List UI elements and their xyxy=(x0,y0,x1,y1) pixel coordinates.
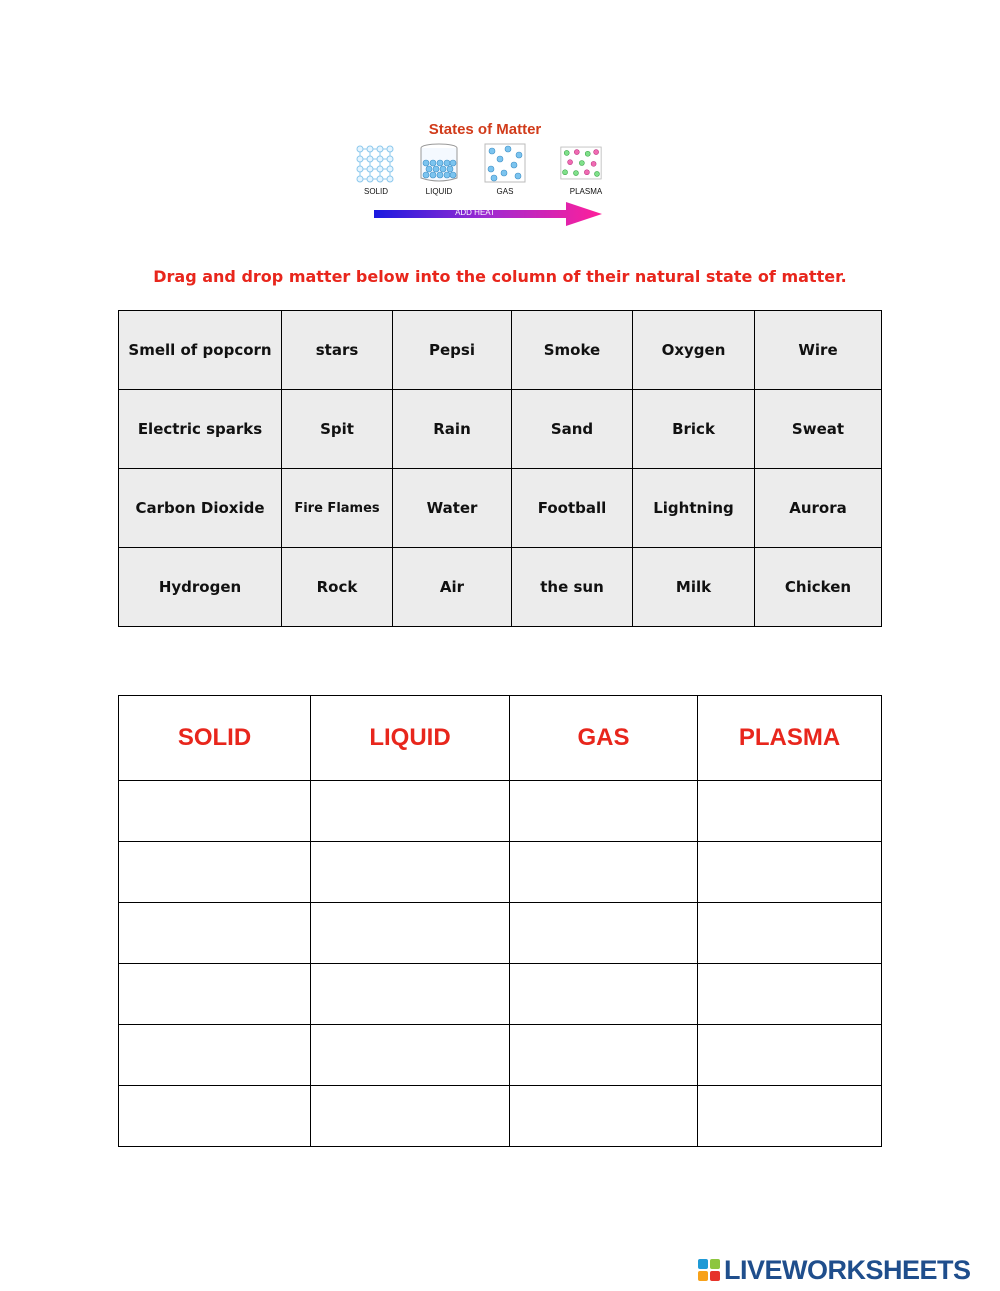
drop-zone-liquid[interactable] xyxy=(311,781,510,842)
draggable-word[interactable]: Sand xyxy=(512,390,633,469)
figure-title: States of Matter xyxy=(428,121,542,138)
add-heat-label: ADD HEAT xyxy=(455,208,495,217)
header-plasma: PLASMA xyxy=(698,696,882,781)
drop-zone-liquid[interactable] xyxy=(311,842,510,903)
draggable-word[interactable]: Aurora xyxy=(755,469,882,548)
drop-row xyxy=(119,781,882,842)
header-liquid: LIQUID xyxy=(311,696,510,781)
draggable-word[interactable]: Brick xyxy=(633,390,755,469)
gas-label: GAS xyxy=(496,187,514,196)
word-bank-row xyxy=(119,469,882,548)
states-of-matter-figure xyxy=(350,117,620,232)
draggable-word[interactable]: Water xyxy=(393,469,512,548)
plasma-label: PLASMA xyxy=(569,187,603,196)
drop-row xyxy=(119,1025,882,1086)
drop-zone-liquid[interactable] xyxy=(311,1025,510,1086)
draggable-word[interactable]: Chicken xyxy=(755,548,882,627)
instructions: Drag and drop matter below into the column of their natural state of matter. xyxy=(153,267,847,286)
drop-zone-plasma[interactable] xyxy=(698,964,882,1025)
liquid-beaker-icon xyxy=(418,143,460,183)
drop-zone-gas[interactable] xyxy=(510,781,698,842)
drop-zone-gas[interactable] xyxy=(510,903,698,964)
drop-zone-plasma[interactable] xyxy=(698,1086,882,1147)
solid-label: SOLID xyxy=(363,187,388,196)
drop-zone-plasma[interactable] xyxy=(698,1025,882,1086)
drop-zone-solid[interactable] xyxy=(119,964,311,1025)
drop-zone-solid[interactable] xyxy=(119,842,311,903)
drop-zone-liquid[interactable] xyxy=(311,964,510,1025)
draggable-word[interactable]: Rain xyxy=(393,390,512,469)
draggable-word[interactable]: Rock xyxy=(282,548,393,627)
drop-row xyxy=(119,903,882,964)
word-bank-row xyxy=(119,548,882,627)
drop-zone-gas[interactable] xyxy=(510,1086,698,1147)
draggable-word[interactable]: Smell of popcorn xyxy=(119,311,282,390)
draggable-word[interactable]: Hydrogen xyxy=(119,548,282,627)
drop-zone-solid[interactable] xyxy=(119,781,311,842)
logo-text: LIVEWORKSHEETS xyxy=(724,1254,971,1285)
word-bank-table xyxy=(118,310,882,627)
drop-row xyxy=(119,1086,882,1147)
drop-zone-gas[interactable] xyxy=(510,964,698,1025)
drop-zone-solid[interactable] xyxy=(119,903,311,964)
draggable-word[interactable]: Football xyxy=(512,469,633,548)
drop-row xyxy=(119,964,882,1025)
draggable-word[interactable]: Air xyxy=(393,548,512,627)
draggable-word[interactable]: Smoke xyxy=(512,311,633,390)
drop-zone-plasma[interactable] xyxy=(698,781,882,842)
header-solid: SOLID xyxy=(119,696,311,781)
draggable-word[interactable]: Oxygen xyxy=(633,311,755,390)
drop-zone-solid[interactable] xyxy=(119,1086,311,1147)
drop-zone-gas[interactable] xyxy=(510,842,698,903)
drop-row xyxy=(119,842,882,903)
sort-table-header-row xyxy=(119,696,882,781)
draggable-word[interactable]: stars xyxy=(282,311,393,390)
plasma-particles-icon xyxy=(560,143,602,183)
draggable-word[interactable]: Wire xyxy=(755,311,882,390)
solid-lattice-icon xyxy=(354,143,396,183)
liquid-label: LIQUID xyxy=(425,187,453,196)
draggable-word[interactable]: Milk xyxy=(633,548,755,627)
drop-zone-liquid[interactable] xyxy=(311,1086,510,1147)
sort-table xyxy=(118,695,882,1147)
draggable-word[interactable]: Sweat xyxy=(755,390,882,469)
draggable-word[interactable]: Carbon Dioxide xyxy=(119,469,282,548)
word-bank-row xyxy=(119,311,882,390)
word-bank-row xyxy=(119,390,882,469)
drop-zone-gas[interactable] xyxy=(510,1025,698,1086)
draggable-word[interactable]: Lightning xyxy=(633,469,755,548)
gas-particles-icon xyxy=(484,143,526,183)
drop-zone-plasma[interactable] xyxy=(698,903,882,964)
drop-zone-plasma[interactable] xyxy=(698,842,882,903)
draggable-word[interactable]: Pepsi xyxy=(393,311,512,390)
draggable-word[interactable]: Spit xyxy=(282,390,393,469)
logo-grid-icon xyxy=(698,1259,720,1281)
header-gas: GAS xyxy=(510,696,698,781)
drop-zone-solid[interactable] xyxy=(119,1025,311,1086)
draggable-word[interactable]: the sun xyxy=(512,548,633,627)
liveworksheets-logo[interactable] xyxy=(698,1255,971,1285)
drop-zone-liquid[interactable] xyxy=(311,903,510,964)
draggable-word[interactable]: Fire Flames xyxy=(282,469,393,548)
draggable-word[interactable]: Electric sparks xyxy=(119,390,282,469)
